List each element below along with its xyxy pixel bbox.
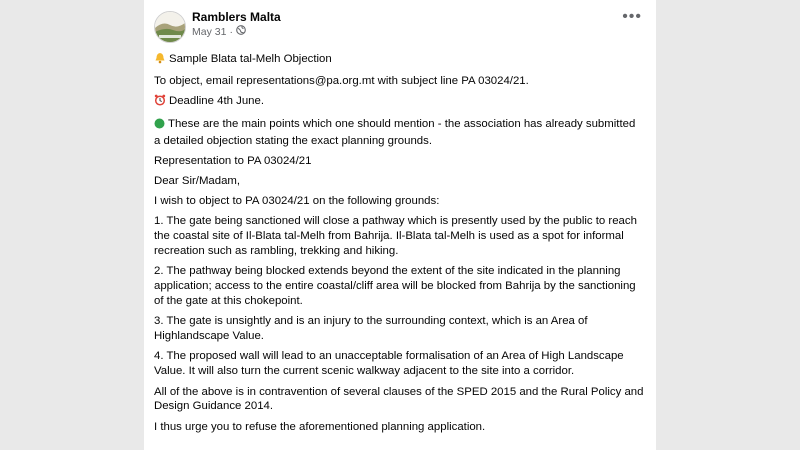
post-line	[154, 174, 644, 189]
alarm-clock-icon	[154, 94, 166, 111]
post-line-text: 4. The proposed wall will lead to an unacceptable formalisation of an Area of High Landscape Value. It will also turn the current scenic walkway adjacent to the site into a corridor.	[154, 350, 624, 378]
post-line-text: To object, email representations@pa.org.mt with subject line PA 03024/21.	[154, 75, 529, 88]
post-line-deadline	[154, 94, 644, 111]
green-circle-icon	[154, 118, 165, 134]
bell-icon	[154, 52, 166, 69]
post-line-text: Deadline 4th June.	[169, 95, 264, 108]
post-body	[154, 52, 644, 435]
post-meta	[192, 10, 620, 39]
more-options-icon[interactable]: •••	[622, 8, 642, 25]
post-line-text: Sample Blata tal-Melh Objection	[169, 53, 332, 65]
globe-icon[interactable]	[236, 25, 246, 39]
post-line	[154, 214, 644, 259]
post-line-text: I thus urge you to refuse the aforementioned planning application.	[154, 420, 486, 433]
post-line-text: 2. The pathway being blocked extends beyond the extent of the site indicated in the planning application; access to the entire coastal/cliff area will be blocked from Bahrija by the sanctioning of the gate at this chokepoint.	[154, 265, 636, 308]
post-date[interactable]: May 31	[192, 26, 227, 38]
post-line-title	[154, 52, 644, 69]
post-date-row	[192, 25, 620, 39]
post-line	[154, 349, 644, 379]
avatar-image	[155, 12, 185, 42]
page-name-link[interactable]: Ramblers Malta	[192, 10, 281, 24]
post-header	[154, 10, 644, 50]
page-avatar[interactable]	[154, 11, 186, 43]
post-line	[154, 74, 644, 89]
post-card	[144, 0, 656, 450]
post-line-main-points	[154, 117, 644, 149]
post-line	[154, 314, 644, 344]
post-line-text: Representation to PA 03024/21	[154, 154, 312, 167]
post-line	[154, 194, 644, 209]
post-line	[154, 420, 644, 435]
post-line	[154, 264, 644, 309]
post-line-text: Dear Sir/Madam,	[154, 174, 241, 187]
post-line-text: I wish to object to PA 03024/21 on the following grounds:	[154, 195, 440, 208]
post-line-text: These are the main points which one should mention - the association has already submitted a detailed objection stating the exact planning grounds.	[154, 117, 636, 147]
post-line-text: 3. The gate is unsightly and is an injury to the surrounding context, which is an Area of Highlandscape Value.	[154, 315, 588, 343]
post-line	[154, 154, 644, 169]
post-line	[154, 385, 644, 415]
date-separator: ·	[229, 26, 233, 38]
post-line-text: 1. The gate being sanctioned will close a pathway which is presently used by the public to reach the coastal site of Il-Blata tal-Melh from Bahrija. Il-Blata tal-Melh is used as a spot for informal recreation such as rambling, trekking and hiking.	[154, 215, 637, 258]
post-line-text: All of the above is in contravention of several clauses of the SPED 2015 and the Rural Policy and Design Guidance 2014.	[154, 385, 644, 413]
